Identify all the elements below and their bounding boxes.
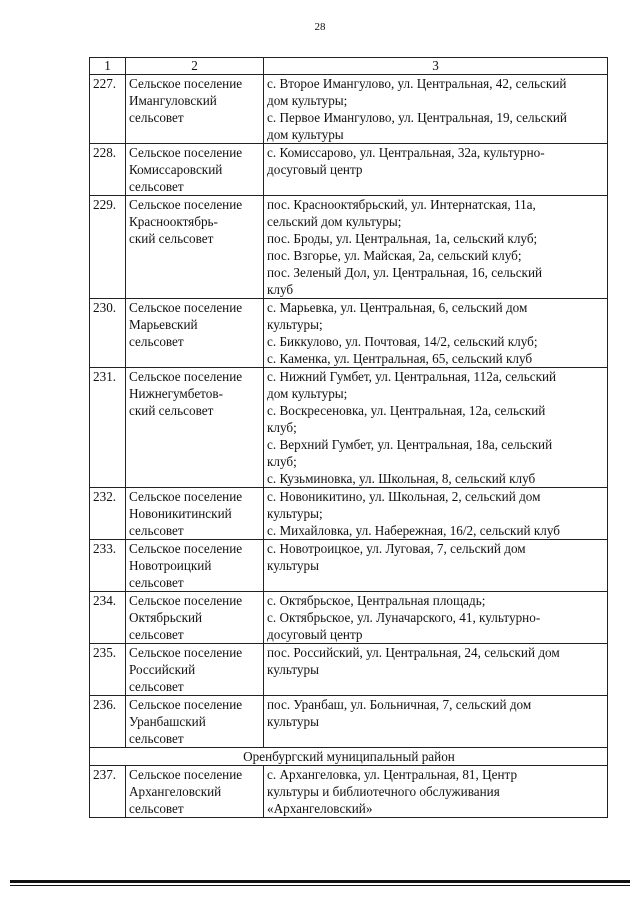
address-line: пос. Российский, ул. Центральная, 24, сельский дом bbox=[267, 645, 560, 660]
table-row bbox=[90, 644, 608, 696]
table-body-before-section bbox=[90, 75, 608, 748]
row-number: 234. bbox=[90, 592, 126, 644]
address-line: культуры bbox=[267, 714, 319, 729]
settlement-line: Сельское поселение bbox=[129, 645, 243, 660]
settlement-line: Новотроицкий bbox=[129, 558, 212, 573]
row-number: 228. bbox=[90, 144, 126, 196]
address-line: с. Архангеловка, ул. Центральная, 81, Центр bbox=[267, 767, 518, 782]
settlement-name bbox=[126, 75, 264, 144]
settlement-line: сельсовет bbox=[129, 523, 184, 538]
settlement-line: ский сельсовет bbox=[129, 231, 214, 246]
address-line: пос. Уранбаш, ул. Больничная, 7, сельский дом bbox=[267, 697, 532, 712]
settlement-line: Новоникитинский bbox=[129, 506, 232, 521]
settlement-line: сельсовет bbox=[129, 334, 184, 349]
settlement-line: сельсовет bbox=[129, 179, 184, 194]
settlement-line: Сельское поселение bbox=[129, 767, 243, 782]
facility-address bbox=[264, 368, 608, 488]
address-line: дом культуры; bbox=[267, 93, 348, 108]
table-section bbox=[90, 748, 608, 766]
settlement-name bbox=[126, 368, 264, 488]
settlement-line: Нижнегумбетов- bbox=[129, 386, 223, 401]
address-line: с. Второе Имангулово, ул. Центральная, 42, сельский bbox=[267, 76, 567, 91]
facility-address bbox=[264, 696, 608, 748]
table-row bbox=[90, 540, 608, 592]
table-row bbox=[90, 696, 608, 748]
address-line: культуры bbox=[267, 558, 319, 573]
address-line: культуры; bbox=[267, 506, 323, 521]
facility-address bbox=[264, 540, 608, 592]
address-line: с. Биккулово, ул. Почтовая, 14/2, сельский клуб; bbox=[267, 334, 538, 349]
address-line: сельский дом культуры; bbox=[267, 214, 402, 229]
section-row bbox=[90, 748, 608, 766]
row-number: 230. bbox=[90, 299, 126, 368]
table-row bbox=[90, 766, 608, 818]
table-row bbox=[90, 75, 608, 144]
address-line: дом культуры; bbox=[267, 386, 348, 401]
column-header-1: 1 bbox=[90, 58, 126, 75]
address-line: дом культуры bbox=[267, 127, 344, 142]
bottom-rule-thick bbox=[10, 880, 630, 883]
row-number: 229. bbox=[90, 196, 126, 299]
facility-address bbox=[264, 766, 608, 818]
settlement-line: Марьевский bbox=[129, 317, 198, 332]
row-number: 227. bbox=[90, 75, 126, 144]
table-row bbox=[90, 196, 608, 299]
address-line: культуры и библиотечного обслуживания bbox=[267, 784, 500, 799]
settlement-line: сельсовет bbox=[129, 731, 184, 746]
settlement-name bbox=[126, 488, 264, 540]
address-line: клуб; bbox=[267, 420, 297, 435]
page-number: 28 bbox=[314, 21, 326, 33]
settlement-line: Краснооктябрь- bbox=[129, 214, 218, 229]
table-row bbox=[90, 368, 608, 488]
table-body-after-section bbox=[90, 766, 608, 818]
settlement-line: Сельское поселение bbox=[129, 300, 243, 315]
row-number: 232. bbox=[90, 488, 126, 540]
settlements-table bbox=[89, 57, 608, 818]
settlement-line: Сельское поселение bbox=[129, 76, 243, 91]
row-number: 236. bbox=[90, 696, 126, 748]
table-header-row bbox=[90, 58, 608, 75]
address-line: с. Первое Имангулово, ул. Центральная, 19, сельский bbox=[267, 110, 567, 125]
address-line: «Архангеловский» bbox=[267, 801, 373, 816]
address-line: клуб bbox=[267, 282, 294, 297]
address-line: с. Михайловка, ул. Набережная, 16/2, сельский клуб bbox=[267, 523, 560, 538]
facility-address bbox=[264, 644, 608, 696]
settlement-line: Сельское поселение bbox=[129, 197, 243, 212]
table-row bbox=[90, 592, 608, 644]
address-line: с. Комиссарово, ул. Центральная, 32а, культурно- bbox=[267, 145, 545, 160]
section-title: Оренбургский муниципальный район bbox=[90, 748, 608, 766]
address-line: с. Октябрьское, ул. Луначарского, 41, культурно- bbox=[267, 610, 541, 625]
settlement-line: сельсовет bbox=[129, 627, 184, 642]
address-line: пос. Зеленый Дол, ул. Центральная, 16, сельский bbox=[267, 265, 543, 280]
address-line: с. Марьевка, ул. Центральная, 6, сельский дом bbox=[267, 300, 528, 315]
settlement-line: Уранбашский bbox=[129, 714, 206, 729]
settlement-name bbox=[126, 540, 264, 592]
address-line: клуб; bbox=[267, 454, 297, 469]
facility-address bbox=[264, 592, 608, 644]
settlement-line: Сельское поселение bbox=[129, 593, 243, 608]
row-number: 237. bbox=[90, 766, 126, 818]
address-line: досуговый центр bbox=[267, 162, 363, 177]
facility-address bbox=[264, 299, 608, 368]
settlement-name bbox=[126, 592, 264, 644]
facility-address bbox=[264, 196, 608, 299]
settlement-line: Сельское поселение bbox=[129, 697, 243, 712]
address-line: с. Каменка, ул. Центральная, 65, сельский клуб bbox=[267, 351, 533, 366]
address-line: с. Верхний Гумбет, ул. Центральная, 18а, сельский bbox=[267, 437, 553, 452]
address-line: пос. Взгорье, ул. Майская, 2а, сельский клуб; bbox=[267, 248, 522, 263]
address-line: с. Воскресеновка, ул. Центральная, 12а, сельский bbox=[267, 403, 546, 418]
settlement-line: сельсовет bbox=[129, 801, 184, 816]
settlement-line: Сельское поселение bbox=[129, 489, 243, 504]
address-line: пос. Краснооктябрьский, ул. Интернатская, 11а, bbox=[267, 197, 536, 212]
address-line: с. Кузьминовка, ул. Школьная, 8, сельский клуб bbox=[267, 471, 536, 486]
address-line: с. Октябрьское, Центральная площадь; bbox=[267, 593, 486, 608]
settlement-line: Архангеловский bbox=[129, 784, 222, 799]
address-line: досуговый центр bbox=[267, 627, 363, 642]
settlement-line: Сельское поселение bbox=[129, 369, 243, 384]
settlement-line: ский сельсовет bbox=[129, 403, 214, 418]
table-row bbox=[90, 299, 608, 368]
table-row bbox=[90, 488, 608, 540]
settlement-line: Сельское поселение bbox=[129, 145, 243, 160]
address-line: культуры bbox=[267, 662, 319, 677]
settlement-line: сельсовет bbox=[129, 110, 184, 125]
table-row bbox=[90, 144, 608, 196]
settlement-line: Российский bbox=[129, 662, 196, 677]
facility-address bbox=[264, 488, 608, 540]
address-line: культуры; bbox=[267, 317, 323, 332]
settlement-name bbox=[126, 299, 264, 368]
settlement-name bbox=[126, 766, 264, 818]
address-line: с. Нижний Гумбет, ул. Центральная, 112а, сельский bbox=[267, 369, 557, 384]
settlement-name bbox=[126, 196, 264, 299]
settlement-name bbox=[126, 644, 264, 696]
settlement-line: сельсовет bbox=[129, 575, 184, 590]
address-line: пос. Броды, ул. Центральная, 1а, сельский клуб; bbox=[267, 231, 538, 246]
address-line: с. Новотроицкое, ул. Луговая, 7, сельский дом bbox=[267, 541, 526, 556]
row-number: 235. bbox=[90, 644, 126, 696]
settlement-line: Сельское поселение bbox=[129, 541, 243, 556]
facility-address bbox=[264, 75, 608, 144]
bottom-rule-thin bbox=[10, 885, 630, 886]
settlement-line: Комиссаровский bbox=[129, 162, 223, 177]
settlement-name bbox=[126, 144, 264, 196]
settlement-line: сельсовет bbox=[129, 679, 184, 694]
column-header-2: 2 bbox=[126, 58, 264, 75]
address-line: с. Новоникитино, ул. Школьная, 2, сельский дом bbox=[267, 489, 541, 504]
row-number: 231. bbox=[90, 368, 126, 488]
column-header-3: 3 bbox=[264, 58, 608, 75]
facility-address bbox=[264, 144, 608, 196]
settlement-line: Имангуловский bbox=[129, 93, 217, 108]
settlement-line: Октябрьский bbox=[129, 610, 203, 625]
settlement-name bbox=[126, 696, 264, 748]
row-number: 233. bbox=[90, 540, 126, 592]
